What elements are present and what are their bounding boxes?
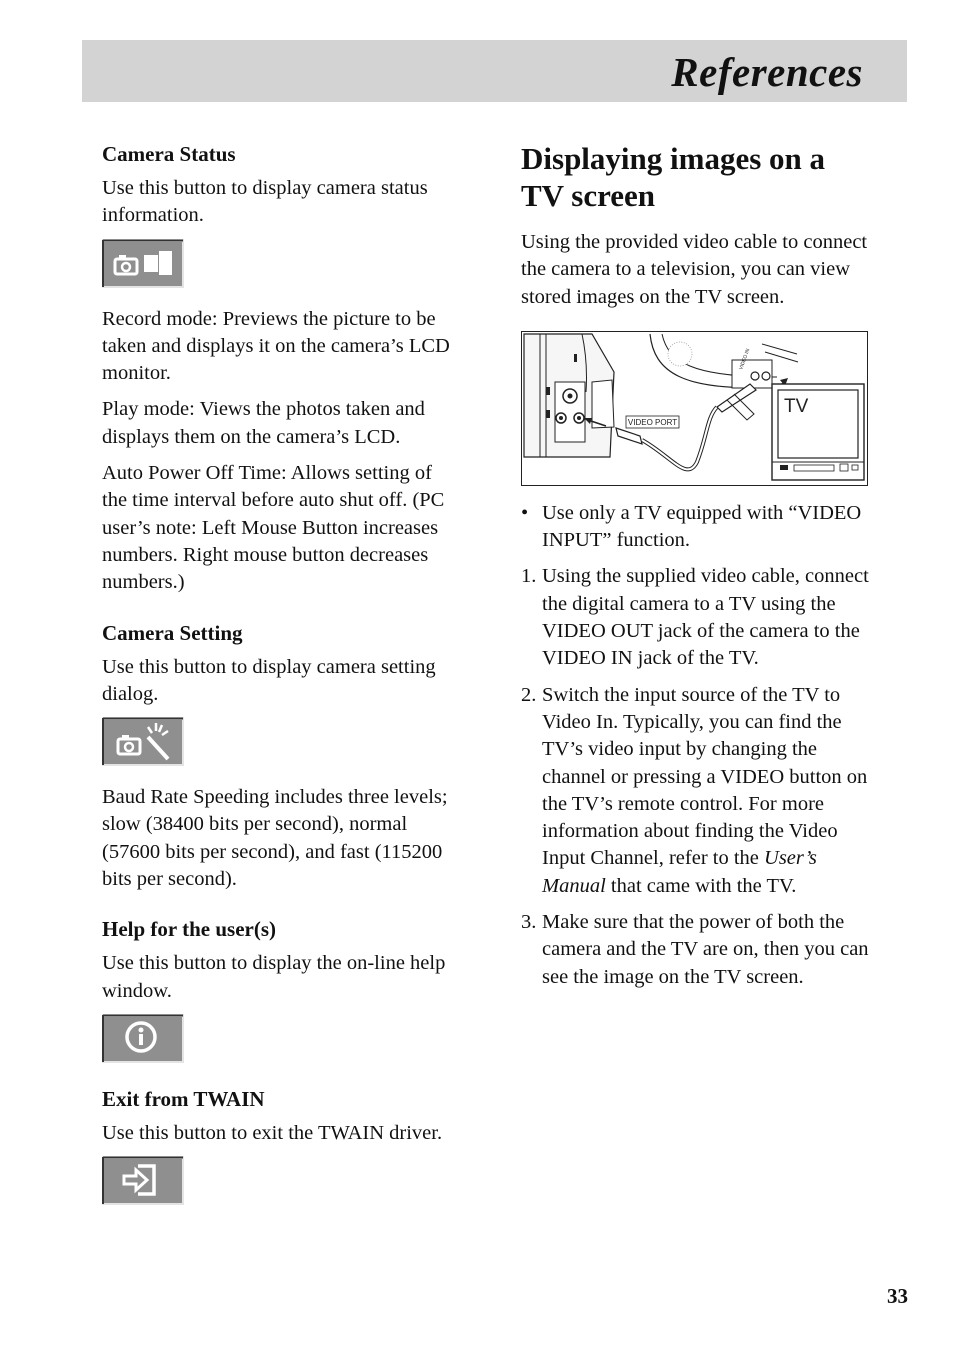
baud-rate-text: Baud Rate Speeding includes three levels; slow (38400 bits per second), normal (57600 bits per second), and fast (115200 bits per second). (102, 786, 448, 891)
camera-setting-icon (102, 717, 184, 766)
list-item (521, 909, 871, 991)
video-in-label: VIDEO IN (738, 347, 752, 371)
exit-section (102, 1085, 458, 1205)
step-text: Make sure that the power of both the camera and the TV are on, then you can see the image on the TV screen. (542, 911, 869, 988)
list-item (521, 682, 871, 900)
step-number: 1. (521, 565, 537, 588)
step-text-part: Switch the input source of the TV to Video In. Typically, you can find the TV’s video input by changing the channel or pressing a VIDEO button on the TV’s remote control. For more information about finding the Video Input Channel, refer to the (542, 683, 868, 870)
camera-status-desc: Use this button to display camera status information. (102, 177, 428, 227)
intro-text: Using the provided video cable to connect the camera to a television, you can view stored images on the TV screen. (521, 231, 868, 308)
camera-status-heading: Camera Status (102, 142, 236, 166)
note-list (521, 500, 871, 555)
step-number: 2. (521, 683, 537, 706)
camera-status-record: Record mode: Previews the picture to be taken and displays it on the camera’s LCD monitor. (102, 307, 450, 385)
header-band (82, 40, 907, 102)
list-item (521, 563, 871, 672)
help-section (102, 915, 458, 1063)
exit-heading: Exit from TWAIN (102, 1086, 265, 1111)
video-port-label: VIDEO PORT (627, 417, 678, 427)
tv-label: TV (784, 395, 809, 417)
page-number: 33 (887, 1284, 908, 1308)
exit-desc: Use this button to exit the TWAIN driver. (102, 1121, 443, 1144)
help-desc: Use this button to display the on-line help window. (102, 952, 446, 1002)
camera-status-icon (102, 239, 184, 288)
manual-title: User’s Manual (542, 847, 817, 897)
right-column (521, 140, 871, 1000)
page-title: References (671, 49, 863, 95)
left-column (102, 140, 458, 1223)
camera-status-autopower: Auto Power Off Time: Allows setting of the time interval before auto shut off. (PC user’s note: Left Mouse Button increases numbers. Right mouse button decreases numbers.) (102, 462, 445, 594)
list-item (521, 500, 871, 555)
bullet-mark: • (521, 501, 529, 524)
steps-list (521, 563, 871, 990)
info-icon (102, 1014, 184, 1063)
step-number: 3. (521, 911, 537, 934)
step-text-part: that came with the TV. (605, 874, 797, 897)
step-text (542, 684, 867, 897)
step-text: Using the supplied video cable, connect the digital camera to a TV using the VIDEO OUT jack of the camera to the VIDEO IN jack of the TV. (542, 565, 869, 670)
camera-tv-connection-illustration (521, 331, 868, 486)
help-heading: Help for the user(s) (102, 917, 276, 942)
section-heading: Displaying images on a TV screen (521, 141, 826, 213)
camera-setting-section (102, 619, 458, 894)
camera-setting-heading: Camera Setting (102, 620, 243, 645)
camera-status-play: Play mode: Views the photos taken and displays them on the camera’s LCD. (102, 398, 425, 448)
bullet-text: Use only a TV equipped with “VIDEO INPUT” function. (542, 501, 862, 552)
exit-icon (102, 1156, 184, 1205)
camera-status-section (102, 140, 458, 597)
camera-setting-desc: Use this button to display camera setting dialog. (102, 655, 436, 705)
